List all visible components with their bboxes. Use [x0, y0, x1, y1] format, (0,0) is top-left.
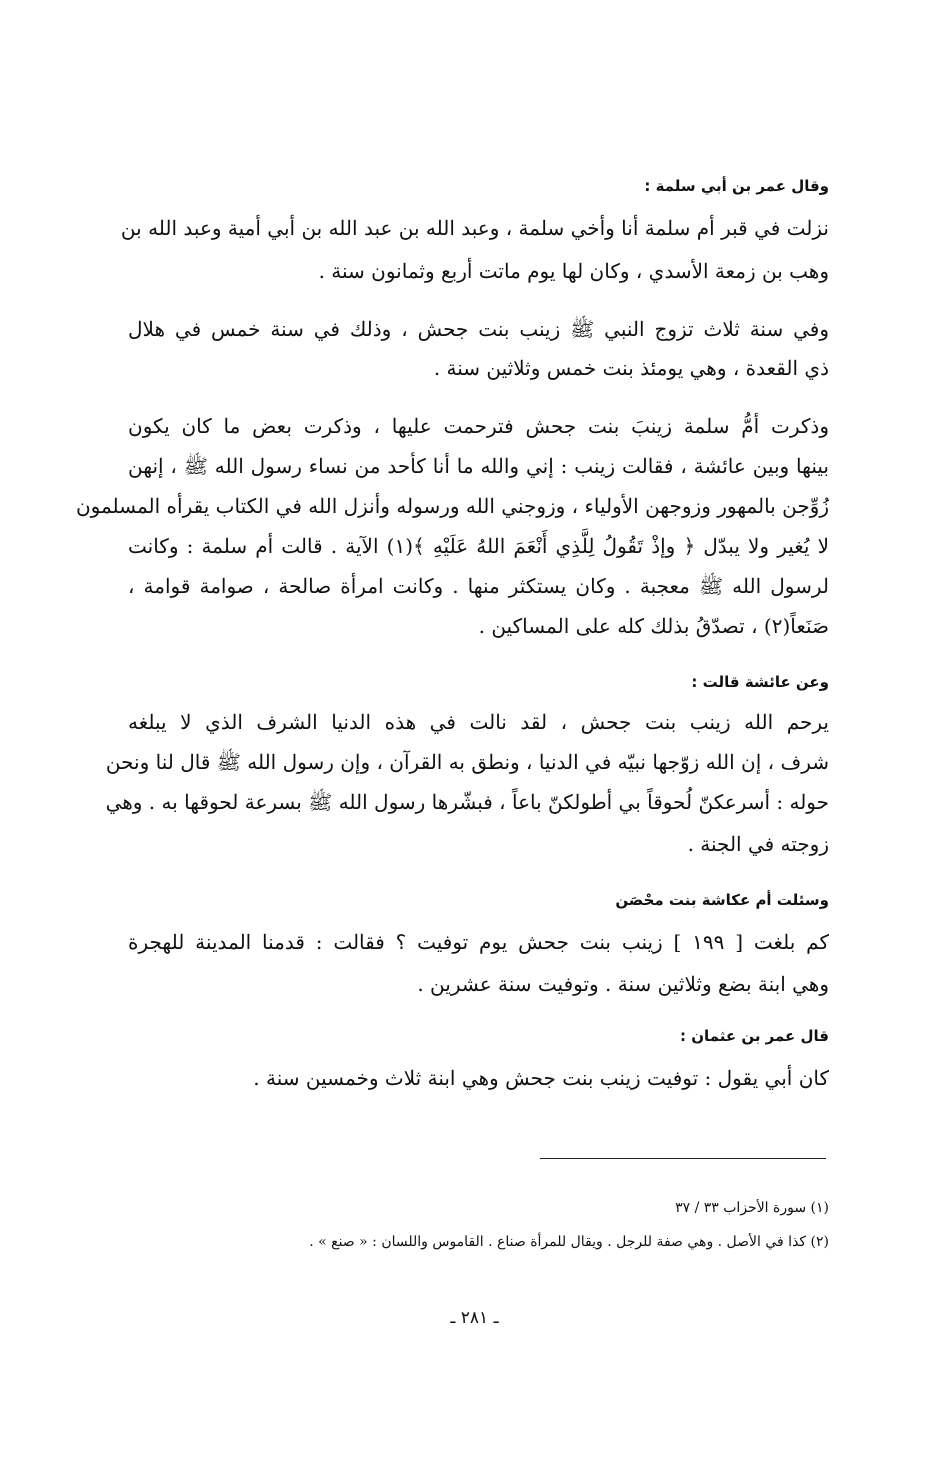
paragraph-line: وهي ابنة بضع وثلاثين سنة . وتوفيت سنة عشرين . — [417, 972, 829, 996]
paragraph-line: يرحم الله زينب بنت جحش ، لقد نالت في هذه الدنيا الشرف الذي لا يبلغه — [128, 710, 829, 734]
paragraph-line: لا يُغير ولا يبدّل ﴿ وإذْ تَقُولُ لِلَّذِي أَنْعَمَ اللهُ عَلَيْهِ ﴾(١) الآية . قالت أم سلمة : وكانت — [128, 534, 830, 558]
paragraph-line: زُوِّجن بالمهور وزوجهن الأولياء ، وزوجني الله ورسوله وأنزل الله في الكتاب يقرأه المسلمون — [75, 494, 829, 518]
paragraph-line: وهب بن زمعة الأسدي ، وكان لها يوم ماتت أربع وثمانون سنة . — [318, 259, 829, 283]
paragraph-line: بينها وبين عائشة ، فقالت زينب : إني والله ما أنا كأحد من نساء رسول الله ﷺ ، إنهن — [128, 454, 829, 478]
paragraph-line: وفي سنة ثلاث تزوج النبي ﷺ زينب بنت جحش ، وذلك في سنة خمس في هلال — [128, 317, 829, 341]
paragraph-line: نزلت في قبر أم سلمة أنا وأخي سلمة ، وعبد الله بن عبد الله بن أبي أمية وعبد الله بن — [120, 216, 829, 240]
paragraph-line: حوله : أسرعكنّ لُحوقاً بي أطولكنّ باعاً ، فبشّرها رسول الله ﷺ بسرعة لحوقها به . وهي — [105, 790, 829, 814]
footnote: (١) سورة الأحزاب ٣٣ / ٣٧ — [675, 1200, 829, 1216]
paragraph-line: ذي القعدة ، وهي يومئذ بنت خمس وثلاثين سنة . — [433, 356, 829, 380]
section-heading: وعن عائشة قالت : — [691, 673, 829, 691]
paragraph-line: زوجته في الجنة . — [687, 832, 829, 856]
paragraph-line: لرسول الله ﷺ معجبة . وكان يستكثر منها . وكانت امرأة صالحة ، صوامة قوامة ، — [128, 574, 830, 598]
section-heading: وسئلت أم عكاشة بنت محْصَن — [615, 891, 829, 909]
page-number: ـ ٢٨١ ـ — [450, 1308, 499, 1328]
footnote: (٢) كذا في الأصل . وهي صفة للرجل . ويقال للمرأة صناع . القاموس واللسان : « صنع » . — [309, 1234, 829, 1250]
paragraph-line: كان أبي يقول : توفيت زينب بنت جحش وهي ابنة ثلاث وخمسين سنة . — [253, 1066, 829, 1090]
paragraph-line: كم بلغت [ ١٩٩ ] زينب بنت جحش يوم توفيت ؟ فقالت : قدمنا المدينة للهجرة — [128, 930, 829, 954]
paragraph-line: وذكرت أمُّ سلمة زينبَ بنت جحش فترحمت عليها ، وذكرت بعض ما كان يكون — [128, 414, 829, 438]
section-heading: وقال عمر بن أبي سلمة : — [644, 177, 829, 195]
section-heading: قال عمر بن عثمان : — [680, 1027, 829, 1045]
footnote-divider — [540, 1158, 826, 1159]
paragraph-line: صَنَعاً(٢) ، تصدّقُ بذلك كله على المساكين . — [478, 614, 829, 638]
paragraph-line: شرف ، إن الله زوّجها نبيّه في الدنيا ، ونطق به القرآن ، وإن رسول الله ﷺ قال لنا ونحن — [105, 750, 829, 774]
